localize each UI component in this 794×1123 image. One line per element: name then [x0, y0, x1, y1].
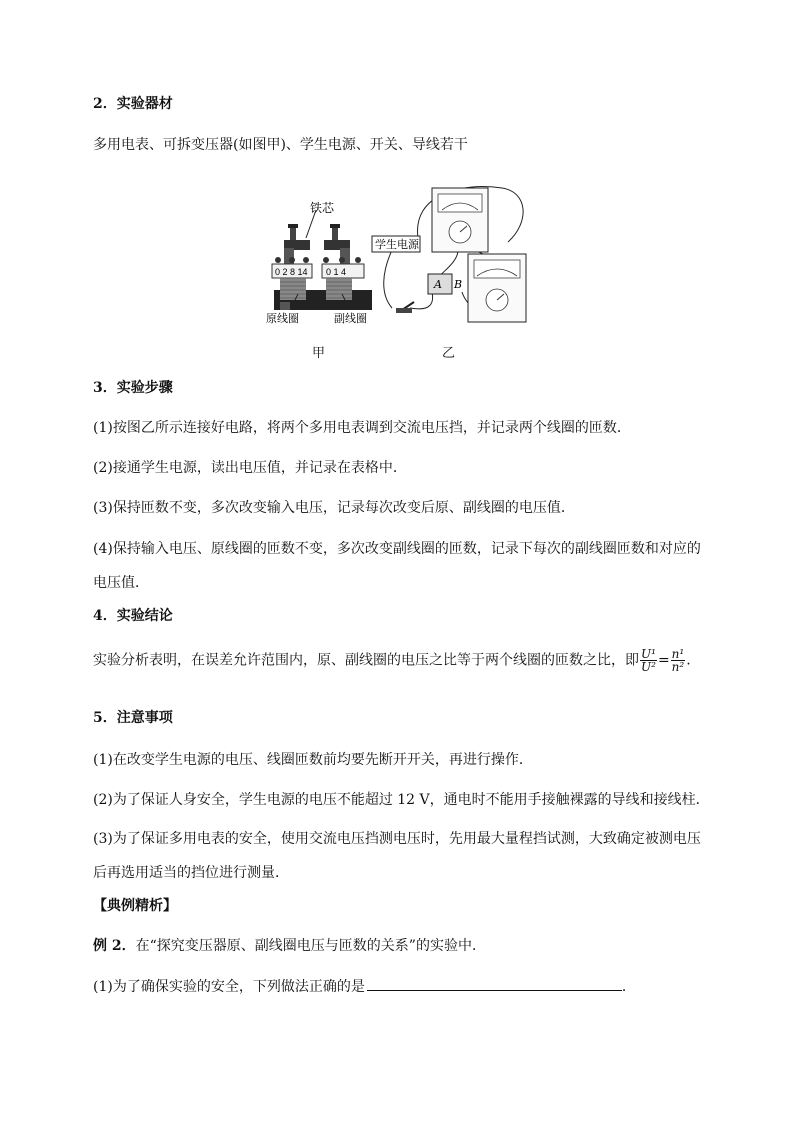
question-1-text: (1)为了确保实验的安全，下列做法正确的是: [93, 979, 365, 995]
section-2-title: 2．实验器材: [93, 96, 173, 112]
equals: =: [657, 652, 670, 669]
caption-jia: 甲: [312, 346, 326, 361]
step-3: (3)保持匝数不变，多次改变输入电压，记录每次改变后原、副线圈的电压值．: [93, 500, 575, 516]
label-iron-core: 铁芯: [310, 201, 335, 215]
label-power-supply: 学生电源: [375, 239, 419, 251]
voltage-ratio: [640, 648, 657, 673]
turns-ratio: [671, 648, 686, 673]
section-4-title: 4．实验结论: [93, 608, 173, 624]
conclusion-text: 实验分析表明，在误差允许范围内，原、副线圈的电压之比等于两个线圈的匝数之比，即: [93, 652, 639, 669]
label-primary-coil: 原线圈: [266, 313, 299, 325]
transformer-diagram: [262, 182, 532, 360]
section-3-title: 3．实验步骤: [93, 380, 173, 396]
example-header: 【典例精析】: [93, 898, 177, 914]
note-3: (3)为了保证多用电表的安全，使用交流电压挡测电压时，先用最大量程挡试测，大致确定被测电压后再选用适当的挡位进行测量．: [93, 831, 701, 881]
example-title: [93, 936, 486, 956]
step-1: (1)按图乙所示连接好电路，将两个多用电表调到交流电压挡，并记录两个线圈的匝数．: [93, 420, 631, 436]
note-1: (1)在改变学生电源的电压、线圈匝数前均要先断开开关，再进行操作．: [93, 752, 533, 768]
section-5-title: 5．注意事项: [93, 710, 173, 726]
circuit-diagram: [372, 187, 526, 322]
example-number: 例 2．: [93, 938, 136, 954]
label-secondary-coil: 副线圈: [334, 313, 367, 325]
example-text: 在“探究变压器原、副线圈电压与匝数的关系”的实验中．: [135, 938, 486, 954]
label-B: B: [454, 278, 463, 291]
u1: U¹: [641, 647, 656, 661]
note-2: (2)为了保证人身安全，学生电源的电压不能超过 12 V，通电时不能用手接触裸露的导线和接线柱．: [93, 792, 710, 808]
step-2: (2)接通学生电源，读出电压值，并记录在表格中．: [93, 460, 407, 476]
scale-right: 0 1 4: [326, 267, 347, 277]
scale-left: 0 2 8 14: [275, 267, 308, 277]
conclusion-end: .: [686, 652, 691, 669]
experiment-figure: [262, 182, 532, 360]
caption-yi: 乙: [442, 346, 456, 361]
question-1: [93, 976, 636, 997]
detachable-transformer: [272, 210, 372, 310]
answer-blank[interactable]: [367, 976, 622, 991]
step-4: (4)保持输入电压、原线圈的匝数不变，多次改变副线圈的匝数，记录下每次的副线圈匝数和对应的电压值．: [93, 541, 701, 591]
label-A: A: [434, 278, 442, 291]
question-1-end: ．: [621, 979, 636, 995]
conclusion: [93, 648, 691, 673]
section-2-text: 多用电表、可拆变压器(如图甲)、学生电源、开关、导线若干: [93, 137, 468, 153]
u2: U²: [641, 660, 656, 674]
n2: n²: [671, 660, 685, 674]
n1: n¹: [671, 647, 685, 661]
